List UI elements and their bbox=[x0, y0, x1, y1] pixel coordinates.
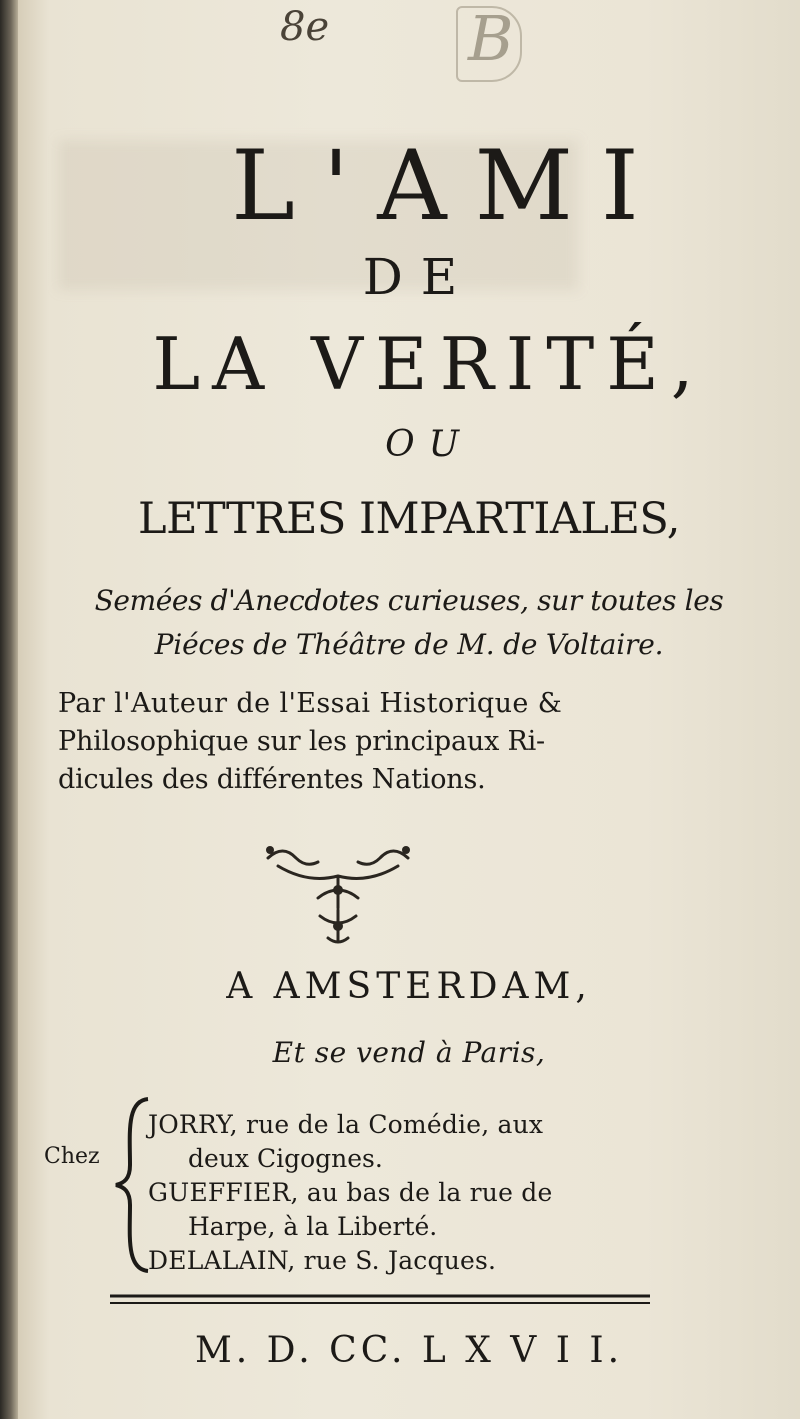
bookseller-2-line-2: Harpe, à la Liberté. bbox=[188, 1212, 438, 1241]
fleuron-ornament-icon bbox=[258, 838, 418, 948]
imprint-place: A AMSTERDAM, bbox=[226, 966, 592, 1007]
chez-label: Chez bbox=[44, 1144, 100, 1169]
title-page bbox=[18, 0, 800, 1419]
title-line-2: DE bbox=[362, 248, 476, 306]
author-line-2: Philosophique sur les principaux Ri- bbox=[58, 726, 545, 757]
title-line-5: LETTRES IMPARTIALES, bbox=[138, 494, 680, 544]
shelf-mark: 8e bbox=[280, 4, 330, 50]
bookseller-1-line-1: JORRY, rue de la Comédie, aux bbox=[148, 1110, 544, 1139]
author-line-3: dicules des différentes Nations. bbox=[58, 764, 486, 795]
handwritten-letter: B bbox=[468, 2, 514, 75]
bookseller-2-line-1: GUEFFIER, au bas de la rue de bbox=[148, 1178, 553, 1207]
double-rule-divider bbox=[110, 1293, 650, 1307]
bookseller-3: DELALAIN, rue S. Jacques. bbox=[148, 1246, 497, 1275]
title-line-1: L'AMI bbox=[231, 130, 667, 242]
subtitle-line-2: Piéces de Théâtre de M. de Voltaire. bbox=[154, 628, 664, 661]
subtitle-line-1: Semées d'Anecdotes curieuses, sur toutes les bbox=[94, 584, 724, 617]
bookseller-1-line-2: deux Cigognes. bbox=[188, 1144, 383, 1173]
title-line-4: OU bbox=[385, 424, 473, 465]
author-line-1: Par l'Auteur de l'Essai Historique & bbox=[58, 688, 563, 719]
title-line-3: LA VERITÉ, bbox=[152, 322, 706, 406]
imprint-sold: Et se vend à Paris, bbox=[272, 1036, 546, 1069]
book-gutter bbox=[0, 0, 18, 1419]
publication-date: M. D. CC. L X V I I. bbox=[194, 1330, 624, 1371]
